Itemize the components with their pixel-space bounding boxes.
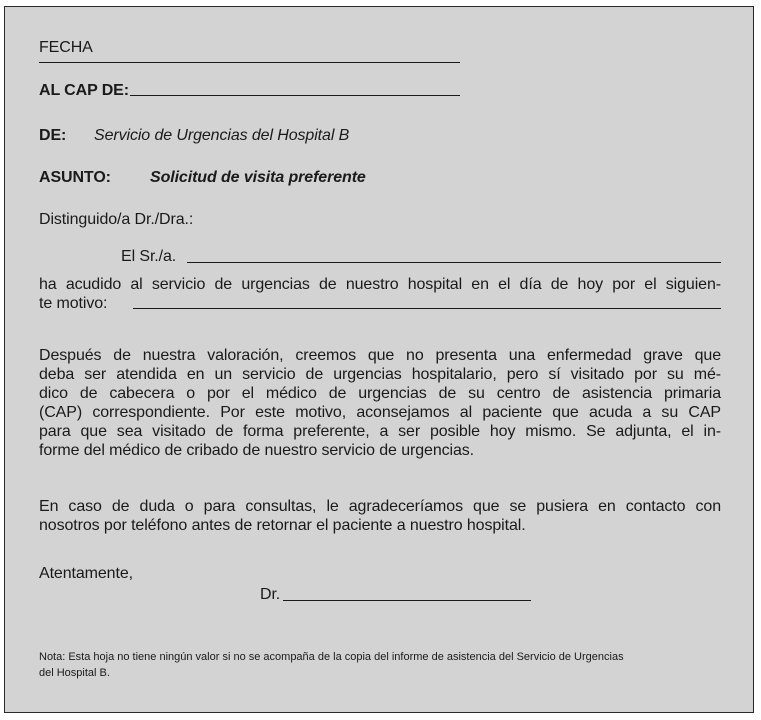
contact-paragraph — [39, 497, 721, 535]
paragraph-line: deba ser atendida en un servicio de urgencias hospitalario, pero sí visitado por su mé- — [39, 366, 721, 383]
paragraph-line: nosotros por teléfono antes de retornar el paciente a nuestro hospital. — [39, 517, 526, 534]
fecha-field-line[interactable] — [39, 62, 460, 63]
paragraph-line: para que sea visitado de forma preferente, a ser posible hoy mismo. Se adjunta, el in- — [39, 423, 721, 440]
asunto-label: ASUNTO: — [39, 169, 111, 186]
patient-name-line[interactable] — [187, 262, 721, 263]
closing: Atentamente, — [39, 565, 133, 582]
reason-field-line[interactable] — [133, 308, 721, 309]
footnote-line: Nota: Esta hoja no tiene ningún valor si no se acompaña de la copia del informe de asistencia del Servicio de Urgencias — [39, 651, 624, 663]
paragraph-line: En caso de duda o para consultas, le agradeceríamos que se pusiera en contacto con — [39, 498, 721, 515]
greeting: Distinguido/a Dr./Dra.: — [39, 211, 194, 228]
cap-label: AL CAP DE: — [39, 82, 129, 99]
paragraph-line: Después de nuestra valoración, creemos que no presenta una enfermedad grave que — [39, 347, 721, 364]
cap-field-line[interactable] — [130, 95, 460, 96]
footnote-line: del Hospital B. — [39, 667, 110, 679]
signature-line[interactable] — [283, 600, 531, 601]
de-value: Servicio de Urgencias del Hospital B — [94, 127, 350, 144]
patient-label: El Sr./a. — [121, 248, 177, 265]
de-label: DE: — [39, 127, 67, 144]
paragraph-line: ha acudido al servicio de urgencias de nuestro hospital en el día de hoy por el siguien- — [39, 276, 721, 293]
paragraph-line: te motivo: — [39, 295, 108, 312]
footnote — [39, 649, 729, 681]
paragraph-line: forme del médico de cribado de nuestro servicio de urgencias. — [39, 442, 475, 459]
paragraph-line: (CAP) correspondiente. Por este motivo, aconsejamos al paciente que acuda a su CAP — [39, 404, 721, 421]
paragraph-line: dico de cabecera o por el médico de urgencias de su centro de asistencia primaria — [39, 385, 721, 402]
asunto-value: Solicitud de visita preferente — [150, 169, 366, 186]
fecha-label: FECHA — [39, 39, 93, 56]
referral-form — [4, 6, 754, 713]
assessment-paragraph — [39, 346, 721, 460]
signature-label: Dr. — [260, 586, 281, 603]
